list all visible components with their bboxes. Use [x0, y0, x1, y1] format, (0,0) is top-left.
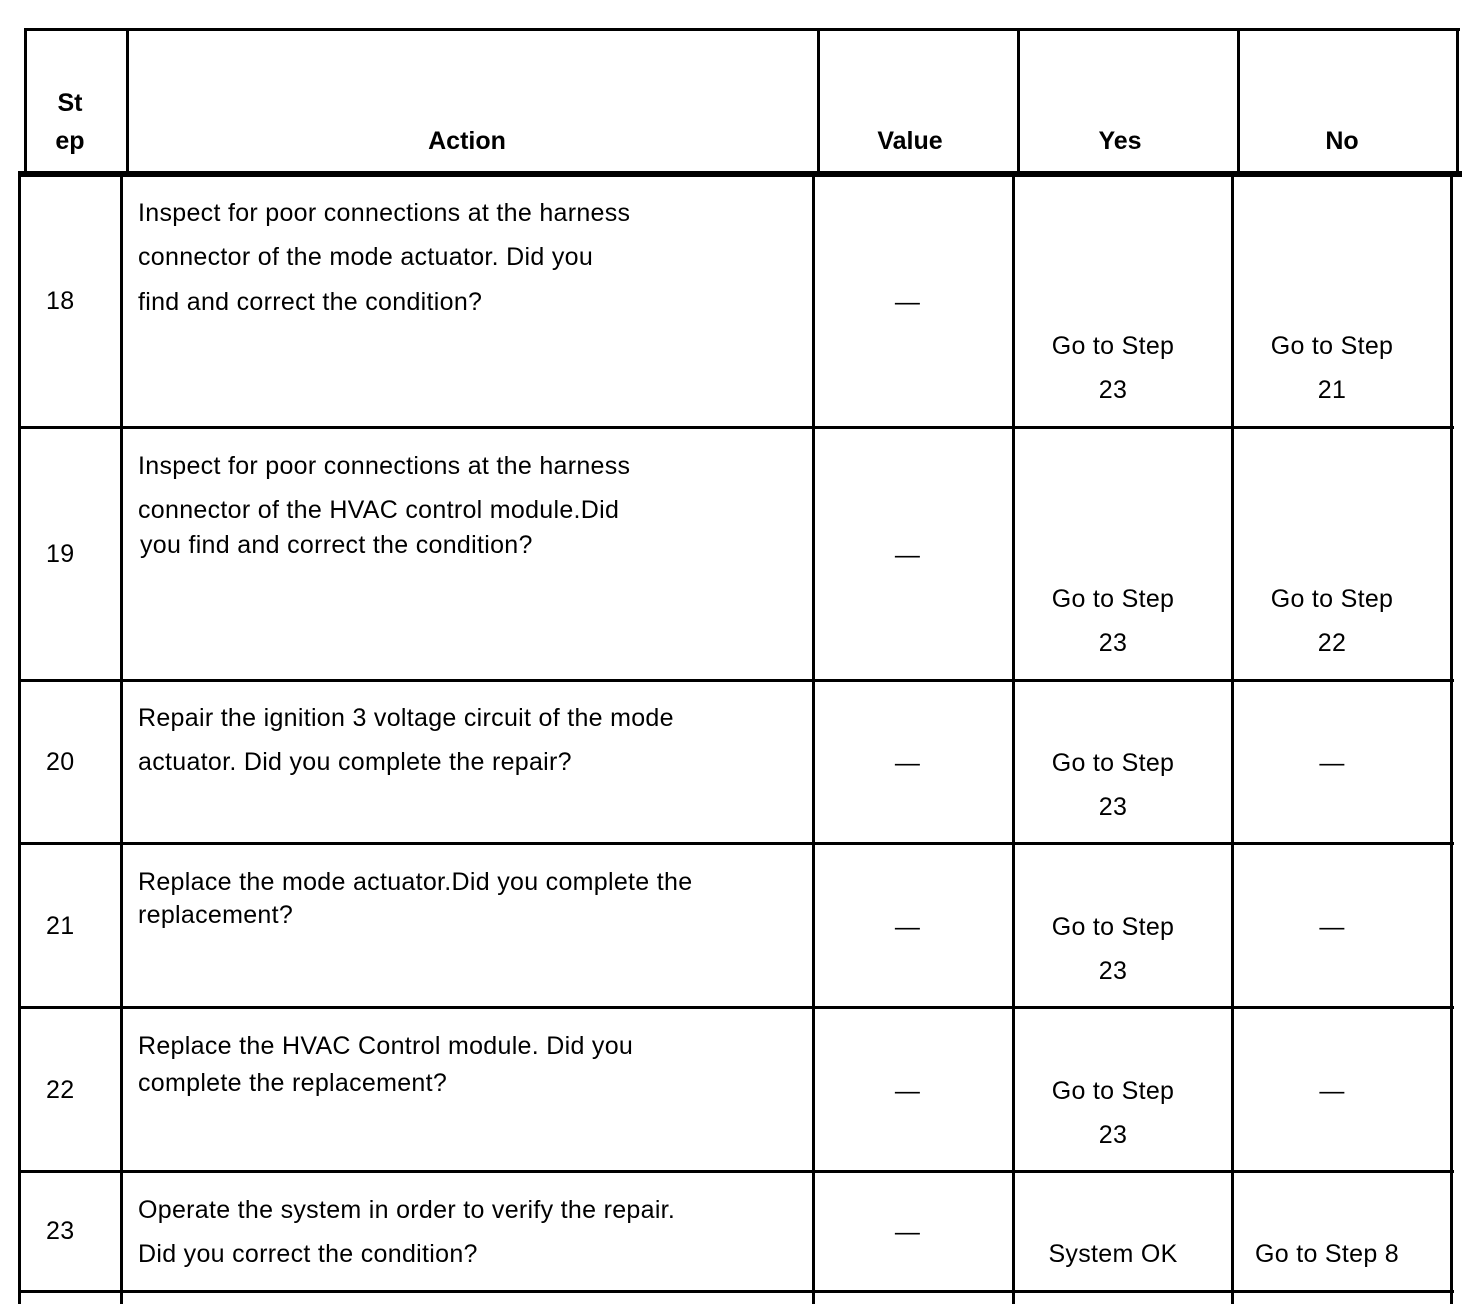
body-divider — [120, 174, 123, 1304]
value-cell: — — [894, 913, 921, 941]
no-cell-line: Go to Step — [1270, 332, 1394, 360]
body-divider — [812, 174, 815, 1304]
header-top-border — [24, 28, 1460, 31]
header-action: Action — [428, 127, 506, 155]
action-text-line: complete the replacement? — [138, 1069, 448, 1097]
action-text-line: find and correct the condition? — [138, 288, 483, 316]
yes-cell: System OK — [1048, 1240, 1178, 1268]
action-text-line: connector of the mode actuator. Did you — [138, 243, 594, 271]
header-step-line2: ep — [55, 127, 85, 155]
yes-cell-line: 23 — [1098, 629, 1128, 657]
step-number: 21 — [46, 912, 75, 940]
header-value: Value — [877, 127, 943, 155]
yes-cell-line: Go to Step — [1051, 913, 1175, 941]
row-separator — [18, 1006, 1454, 1009]
action-text-line: Repair the ignition 3 voltage circuit of the mode — [138, 704, 674, 732]
header-left-border — [24, 28, 27, 174]
action-text-line: Inspect for poor connections at the harness — [138, 452, 631, 480]
yes-cell-line: Go to Step — [1051, 749, 1175, 777]
step-number: 20 — [46, 748, 75, 776]
row-separator — [18, 426, 1454, 429]
step-number: 22 — [46, 1076, 75, 1104]
action-text-line: Replace the HVAC Control module. Did you — [138, 1032, 634, 1060]
body-right-border — [1450, 174, 1453, 1304]
step-number: 23 — [46, 1217, 75, 1245]
header-step-line1: St — [57, 89, 83, 117]
yes-cell-line: 23 — [1098, 957, 1128, 985]
action-text-line: you find and correct the condition? — [140, 531, 533, 559]
action-text-line: Inspect for poor connections at the harness — [138, 199, 631, 227]
no-cell: Go to Step 8 — [1255, 1240, 1399, 1268]
table-bottom-border — [18, 1290, 1454, 1293]
no-cell-line: Go to Step — [1270, 585, 1394, 613]
value-cell: — — [894, 749, 921, 777]
row-separator — [18, 679, 1454, 682]
header-right-border — [1456, 28, 1459, 174]
no-cell: — — [1319, 749, 1345, 777]
yes-cell-line: 23 — [1098, 793, 1128, 821]
step-number: 18 — [46, 287, 75, 315]
yes-cell-line: Go to Step — [1051, 1077, 1175, 1105]
value-cell: — — [894, 288, 921, 316]
header-no: No — [1325, 127, 1359, 155]
action-text-line: replacement? — [138, 901, 294, 929]
yes-cell-line: Go to Step — [1051, 332, 1175, 360]
body-left-border — [18, 174, 21, 1304]
row-separator — [18, 842, 1454, 845]
header-bottom-border — [18, 171, 1462, 177]
no-cell-line: 22 — [1317, 629, 1347, 657]
action-text-line: connector of the HVAC control module.Did — [138, 496, 620, 524]
header-yes: Yes — [1098, 127, 1142, 155]
row-separator — [18, 1170, 1454, 1173]
no-cell: — — [1319, 1077, 1345, 1105]
yes-cell-line: Go to Step — [1051, 585, 1175, 613]
yes-cell-line: 23 — [1098, 1121, 1128, 1149]
no-cell-line: 21 — [1317, 376, 1347, 404]
value-cell: — — [894, 1218, 921, 1246]
action-text-line: Operate the system in order to verify the repair. — [138, 1196, 676, 1224]
value-cell: — — [894, 1077, 921, 1105]
action-text-line: Replace the mode actuator.Did you complete the — [138, 868, 693, 896]
value-cell: — — [894, 541, 921, 569]
action-text-line: actuator. Did you complete the repair? — [138, 748, 572, 776]
no-cell: — — [1319, 913, 1345, 941]
action-text-line: Did you correct the condition? — [138, 1240, 478, 1268]
yes-cell-line: 23 — [1098, 376, 1128, 404]
step-number: 19 — [46, 540, 75, 568]
